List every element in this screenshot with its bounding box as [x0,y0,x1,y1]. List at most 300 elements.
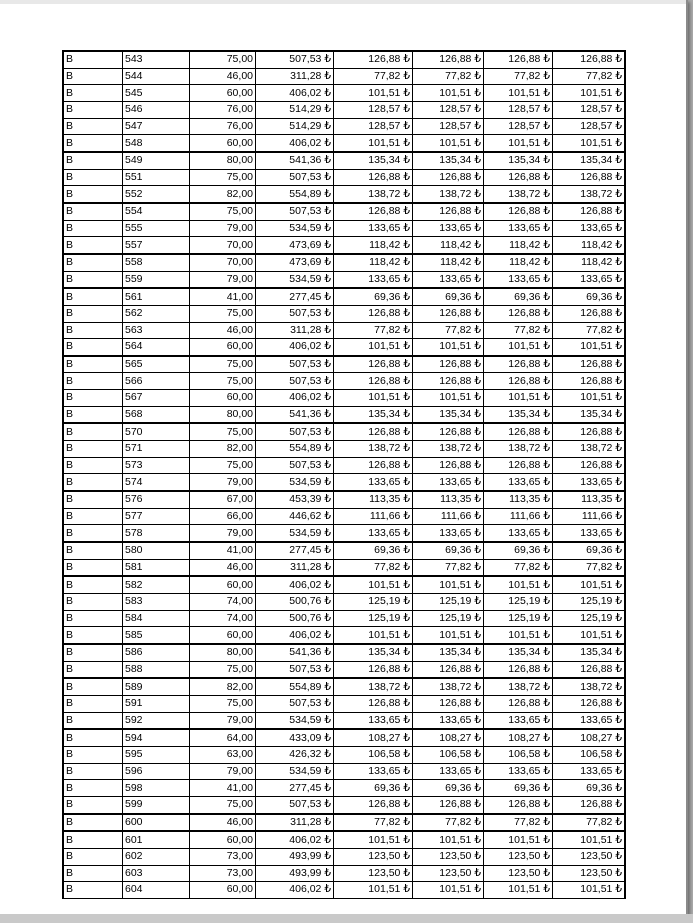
share-cell-1[interactable]: 135,34 ₺ [334,152,413,169]
total-amount-cell[interactable]: 534,59 ₺ [256,712,334,729]
share-cell-1[interactable]: 126,88 ₺ [334,203,413,220]
share-cell-3[interactable]: 126,88 ₺ [484,457,553,474]
area-cell[interactable]: 82,00 [190,441,256,458]
unit-number-cell[interactable]: 559 [123,271,190,288]
share-cell-1[interactable]: 126,88 ₺ [334,373,413,390]
block-cell[interactable]: B [63,288,123,305]
share-cell-4[interactable]: 69,36 ₺ [553,780,626,797]
unit-number-cell[interactable]: 568 [123,406,190,423]
share-cell-4[interactable]: 77,82 ₺ [553,322,626,339]
share-cell-3[interactable]: 123,50 ₺ [484,848,553,865]
area-cell[interactable]: 75,00 [190,695,256,712]
share-cell-1[interactable]: 77,82 ₺ [334,68,413,85]
area-cell[interactable]: 74,00 [190,594,256,611]
share-cell-2[interactable]: 126,88 ₺ [413,356,484,373]
block-cell[interactable]: B [63,627,123,644]
share-cell-4[interactable]: 101,51 ₺ [553,831,626,848]
area-cell[interactable]: 60,00 [190,576,256,593]
share-cell-4[interactable]: 133,65 ₺ [553,271,626,288]
area-cell[interactable]: 75,00 [190,169,256,186]
unit-number-cell[interactable]: 594 [123,729,190,746]
total-amount-cell[interactable]: 534,59 ₺ [256,220,334,237]
share-cell-1[interactable]: 135,34 ₺ [334,406,413,423]
share-cell-2[interactable]: 101,51 ₺ [413,627,484,644]
area-cell[interactable]: 82,00 [190,678,256,695]
share-cell-3[interactable]: 126,88 ₺ [484,661,553,678]
total-amount-cell[interactable]: 493,99 ₺ [256,848,334,865]
share-cell-3[interactable]: 133,65 ₺ [484,220,553,237]
share-cell-1[interactable]: 133,65 ₺ [334,474,413,491]
unit-number-cell[interactable]: 588 [123,661,190,678]
total-amount-cell[interactable]: 453,39 ₺ [256,491,334,508]
block-cell[interactable]: B [63,186,123,203]
area-cell[interactable]: 46,00 [190,814,256,832]
share-cell-2[interactable]: 101,51 ₺ [413,135,484,152]
area-cell[interactable]: 60,00 [190,85,256,102]
total-amount-cell[interactable]: 554,89 ₺ [256,186,334,203]
share-cell-2[interactable]: 69,36 ₺ [413,780,484,797]
total-amount-cell[interactable]: 507,53 ₺ [256,356,334,373]
share-cell-4[interactable]: 101,51 ₺ [553,135,626,152]
area-cell[interactable]: 74,00 [190,610,256,627]
area-cell[interactable]: 75,00 [190,373,256,390]
share-cell-2[interactable]: 106,58 ₺ [413,746,484,763]
share-cell-1[interactable]: 126,88 ₺ [334,796,413,813]
share-cell-2[interactable]: 126,88 ₺ [413,423,484,440]
block-cell[interactable]: B [63,559,123,576]
share-cell-1[interactable]: 118,42 ₺ [334,254,413,271]
share-cell-1[interactable]: 133,65 ₺ [334,763,413,780]
share-cell-4[interactable]: 135,34 ₺ [553,152,626,169]
total-amount-cell[interactable]: 514,29 ₺ [256,118,334,135]
unit-number-cell[interactable]: 580 [123,542,190,559]
total-amount-cell[interactable]: 406,02 ₺ [256,135,334,152]
total-amount-cell[interactable]: 507,53 ₺ [256,661,334,678]
share-cell-2[interactable]: 118,42 ₺ [413,237,484,254]
share-cell-3[interactable]: 126,88 ₺ [484,169,553,186]
unit-number-cell[interactable]: 591 [123,695,190,712]
area-cell[interactable]: 73,00 [190,865,256,882]
share-cell-3[interactable]: 125,19 ₺ [484,594,553,611]
area-cell[interactable]: 75,00 [190,51,256,68]
share-cell-1[interactable]: 133,65 ₺ [334,712,413,729]
share-cell-2[interactable]: 69,36 ₺ [413,288,484,305]
area-cell[interactable]: 46,00 [190,322,256,339]
area-cell[interactable]: 60,00 [190,882,256,899]
share-cell-1[interactable]: 77,82 ₺ [334,559,413,576]
share-cell-3[interactable]: 126,88 ₺ [484,695,553,712]
share-cell-3[interactable]: 113,35 ₺ [484,491,553,508]
share-cell-4[interactable]: 133,65 ₺ [553,220,626,237]
share-cell-4[interactable]: 133,65 ₺ [553,474,626,491]
share-cell-4[interactable]: 138,72 ₺ [553,186,626,203]
block-cell[interactable]: B [63,441,123,458]
share-cell-2[interactable]: 101,51 ₺ [413,882,484,899]
share-cell-2[interactable]: 133,65 ₺ [413,220,484,237]
share-cell-2[interactable]: 128,57 ₺ [413,101,484,118]
total-amount-cell[interactable]: 500,76 ₺ [256,594,334,611]
total-amount-cell[interactable]: 541,36 ₺ [256,644,334,661]
share-cell-4[interactable]: 123,50 ₺ [553,848,626,865]
share-cell-3[interactable]: 135,34 ₺ [484,644,553,661]
unit-number-cell[interactable]: 589 [123,678,190,695]
share-cell-4[interactable]: 77,82 ₺ [553,68,626,85]
total-amount-cell[interactable]: 406,02 ₺ [256,85,334,102]
unit-number-cell[interactable]: 563 [123,322,190,339]
unit-number-cell[interactable]: 573 [123,457,190,474]
share-cell-2[interactable]: 133,65 ₺ [413,271,484,288]
total-amount-cell[interactable]: 406,02 ₺ [256,339,334,356]
share-cell-3[interactable]: 101,51 ₺ [484,576,553,593]
area-cell[interactable]: 66,00 [190,508,256,525]
share-cell-1[interactable]: 77,82 ₺ [334,322,413,339]
area-cell[interactable]: 82,00 [190,186,256,203]
share-cell-2[interactable]: 138,72 ₺ [413,678,484,695]
area-cell[interactable]: 75,00 [190,305,256,322]
area-cell[interactable]: 64,00 [190,729,256,746]
area-cell[interactable]: 63,00 [190,746,256,763]
share-cell-2[interactable]: 126,88 ₺ [413,203,484,220]
share-cell-3[interactable]: 138,72 ₺ [484,186,553,203]
share-cell-1[interactable]: 113,35 ₺ [334,491,413,508]
block-cell[interactable]: B [63,796,123,813]
share-cell-2[interactable]: 128,57 ₺ [413,118,484,135]
share-cell-4[interactable]: 126,88 ₺ [553,203,626,220]
share-cell-2[interactable]: 135,34 ₺ [413,406,484,423]
unit-number-cell[interactable]: 544 [123,68,190,85]
total-amount-cell[interactable]: 507,53 ₺ [256,796,334,813]
total-amount-cell[interactable]: 433,09 ₺ [256,729,334,746]
share-cell-3[interactable]: 69,36 ₺ [484,542,553,559]
share-cell-4[interactable]: 126,88 ₺ [553,661,626,678]
area-cell[interactable]: 60,00 [190,627,256,644]
share-cell-2[interactable]: 118,42 ₺ [413,254,484,271]
unit-number-cell[interactable]: 581 [123,559,190,576]
share-cell-4[interactable]: 126,88 ₺ [553,51,626,68]
share-cell-1[interactable]: 128,57 ₺ [334,101,413,118]
block-cell[interactable]: B [63,865,123,882]
total-amount-cell[interactable]: 426,32 ₺ [256,746,334,763]
share-cell-2[interactable]: 126,88 ₺ [413,796,484,813]
unit-number-cell[interactable]: 604 [123,882,190,899]
total-amount-cell[interactable]: 277,45 ₺ [256,542,334,559]
share-cell-3[interactable]: 133,65 ₺ [484,474,553,491]
share-cell-2[interactable]: 125,19 ₺ [413,594,484,611]
share-cell-1[interactable]: 133,65 ₺ [334,220,413,237]
share-cell-2[interactable]: 138,72 ₺ [413,441,484,458]
share-cell-1[interactable]: 138,72 ₺ [334,186,413,203]
share-cell-3[interactable]: 101,51 ₺ [484,882,553,899]
block-cell[interactable]: B [63,237,123,254]
unit-number-cell[interactable]: 578 [123,525,190,542]
total-amount-cell[interactable]: 541,36 ₺ [256,152,334,169]
share-cell-4[interactable]: 125,19 ₺ [553,594,626,611]
unit-number-cell[interactable]: 602 [123,848,190,865]
share-cell-3[interactable]: 128,57 ₺ [484,101,553,118]
area-cell[interactable]: 60,00 [190,831,256,848]
share-cell-1[interactable]: 133,65 ₺ [334,525,413,542]
share-cell-1[interactable]: 126,88 ₺ [334,356,413,373]
block-cell[interactable]: B [63,525,123,542]
share-cell-3[interactable]: 77,82 ₺ [484,68,553,85]
share-cell-1[interactable]: 101,51 ₺ [334,135,413,152]
share-cell-2[interactable]: 135,34 ₺ [413,644,484,661]
block-cell[interactable]: B [63,135,123,152]
total-amount-cell[interactable]: 473,69 ₺ [256,237,334,254]
share-cell-3[interactable]: 125,19 ₺ [484,610,553,627]
block-cell[interactable]: B [63,594,123,611]
area-cell[interactable]: 80,00 [190,644,256,661]
area-cell[interactable]: 75,00 [190,661,256,678]
share-cell-1[interactable]: 108,27 ₺ [334,729,413,746]
share-cell-2[interactable]: 69,36 ₺ [413,542,484,559]
block-cell[interactable]: B [63,118,123,135]
share-cell-2[interactable]: 133,65 ₺ [413,474,484,491]
block-cell[interactable]: B [63,763,123,780]
share-cell-2[interactable]: 126,88 ₺ [413,661,484,678]
total-amount-cell[interactable]: 446,62 ₺ [256,508,334,525]
block-cell[interactable]: B [63,746,123,763]
unit-number-cell[interactable]: 574 [123,474,190,491]
total-amount-cell[interactable]: 554,89 ₺ [256,441,334,458]
block-cell[interactable]: B [63,661,123,678]
share-cell-2[interactable]: 126,88 ₺ [413,51,484,68]
share-cell-3[interactable]: 118,42 ₺ [484,237,553,254]
unit-number-cell[interactable]: 554 [123,203,190,220]
share-cell-4[interactable]: 101,51 ₺ [553,390,626,407]
block-cell[interactable]: B [63,254,123,271]
area-cell[interactable]: 79,00 [190,712,256,729]
share-cell-4[interactable]: 106,58 ₺ [553,746,626,763]
unit-number-cell[interactable]: 585 [123,627,190,644]
share-cell-1[interactable]: 101,51 ₺ [334,576,413,593]
unit-number-cell[interactable]: 586 [123,644,190,661]
total-amount-cell[interactable]: 507,53 ₺ [256,423,334,440]
total-amount-cell[interactable]: 311,28 ₺ [256,68,334,85]
share-cell-4[interactable]: 125,19 ₺ [553,610,626,627]
share-cell-4[interactable]: 69,36 ₺ [553,288,626,305]
share-cell-1[interactable]: 118,42 ₺ [334,237,413,254]
area-cell[interactable]: 79,00 [190,220,256,237]
unit-number-cell[interactable]: 565 [123,356,190,373]
share-cell-4[interactable]: 108,27 ₺ [553,729,626,746]
block-cell[interactable]: B [63,644,123,661]
share-cell-1[interactable]: 126,88 ₺ [334,661,413,678]
area-cell[interactable]: 73,00 [190,848,256,865]
unit-number-cell[interactable]: 543 [123,51,190,68]
share-cell-4[interactable]: 128,57 ₺ [553,101,626,118]
area-cell[interactable]: 46,00 [190,68,256,85]
block-cell[interactable]: B [63,814,123,832]
unit-number-cell[interactable]: 584 [123,610,190,627]
unit-number-cell[interactable]: 595 [123,746,190,763]
share-cell-4[interactable]: 126,88 ₺ [553,169,626,186]
share-cell-4[interactable]: 126,88 ₺ [553,373,626,390]
block-cell[interactable]: B [63,729,123,746]
share-cell-3[interactable]: 108,27 ₺ [484,729,553,746]
block-cell[interactable]: B [63,203,123,220]
share-cell-1[interactable]: 101,51 ₺ [334,627,413,644]
unit-number-cell[interactable]: 582 [123,576,190,593]
unit-number-cell[interactable]: 576 [123,491,190,508]
share-cell-2[interactable]: 77,82 ₺ [413,814,484,832]
share-cell-3[interactable]: 77,82 ₺ [484,559,553,576]
total-amount-cell[interactable]: 406,02 ₺ [256,390,334,407]
total-amount-cell[interactable]: 406,02 ₺ [256,831,334,848]
total-amount-cell[interactable]: 493,99 ₺ [256,865,334,882]
share-cell-2[interactable]: 108,27 ₺ [413,729,484,746]
share-cell-2[interactable]: 101,51 ₺ [413,339,484,356]
block-cell[interactable]: B [63,305,123,322]
share-cell-4[interactable]: 126,88 ₺ [553,796,626,813]
total-amount-cell[interactable]: 406,02 ₺ [256,576,334,593]
share-cell-4[interactable]: 138,72 ₺ [553,678,626,695]
block-cell[interactable]: B [63,882,123,899]
unit-number-cell[interactable]: 558 [123,254,190,271]
share-cell-2[interactable]: 133,65 ₺ [413,712,484,729]
area-cell[interactable]: 80,00 [190,406,256,423]
area-cell[interactable]: 75,00 [190,796,256,813]
unit-number-cell[interactable]: 570 [123,423,190,440]
share-cell-1[interactable]: 69,36 ₺ [334,780,413,797]
total-amount-cell[interactable]: 311,28 ₺ [256,559,334,576]
area-cell[interactable]: 70,00 [190,237,256,254]
share-cell-1[interactable]: 126,88 ₺ [334,423,413,440]
share-cell-3[interactable]: 126,88 ₺ [484,203,553,220]
unit-number-cell[interactable]: 603 [123,865,190,882]
share-cell-4[interactable]: 69,36 ₺ [553,542,626,559]
total-amount-cell[interactable]: 534,59 ₺ [256,474,334,491]
block-cell[interactable]: B [63,51,123,68]
area-cell[interactable]: 41,00 [190,542,256,559]
share-cell-4[interactable]: 126,88 ₺ [553,305,626,322]
block-cell[interactable]: B [63,271,123,288]
share-cell-2[interactable]: 101,51 ₺ [413,85,484,102]
share-cell-3[interactable]: 69,36 ₺ [484,288,553,305]
area-cell[interactable]: 79,00 [190,474,256,491]
area-cell[interactable]: 75,00 [190,203,256,220]
share-cell-2[interactable]: 126,88 ₺ [413,305,484,322]
unit-number-cell[interactable]: 592 [123,712,190,729]
share-cell-3[interactable]: 126,88 ₺ [484,356,553,373]
share-cell-4[interactable]: 111,66 ₺ [553,508,626,525]
share-cell-3[interactable]: 135,34 ₺ [484,152,553,169]
total-amount-cell[interactable]: 500,76 ₺ [256,610,334,627]
total-amount-cell[interactable]: 554,89 ₺ [256,678,334,695]
unit-number-cell[interactable]: 596 [123,763,190,780]
unit-number-cell[interactable]: 566 [123,373,190,390]
total-amount-cell[interactable]: 507,53 ₺ [256,51,334,68]
share-cell-2[interactable]: 126,88 ₺ [413,373,484,390]
share-cell-4[interactable]: 101,51 ₺ [553,882,626,899]
area-cell[interactable]: 79,00 [190,271,256,288]
share-cell-2[interactable]: 77,82 ₺ [413,68,484,85]
block-cell[interactable]: B [63,576,123,593]
share-cell-3[interactable]: 106,58 ₺ [484,746,553,763]
share-cell-2[interactable]: 101,51 ₺ [413,390,484,407]
block-cell[interactable]: B [63,322,123,339]
area-cell[interactable]: 70,00 [190,254,256,271]
share-cell-3[interactable]: 133,65 ₺ [484,525,553,542]
unit-number-cell[interactable]: 561 [123,288,190,305]
area-cell[interactable]: 41,00 [190,288,256,305]
share-cell-1[interactable]: 125,19 ₺ [334,594,413,611]
total-amount-cell[interactable]: 507,53 ₺ [256,305,334,322]
total-amount-cell[interactable]: 277,45 ₺ [256,288,334,305]
unit-number-cell[interactable]: 551 [123,169,190,186]
share-cell-1[interactable]: 101,51 ₺ [334,882,413,899]
share-cell-4[interactable]: 126,88 ₺ [553,457,626,474]
share-cell-4[interactable]: 118,42 ₺ [553,237,626,254]
unit-number-cell[interactable]: 562 [123,305,190,322]
unit-number-cell[interactable]: 571 [123,441,190,458]
share-cell-3[interactable]: 77,82 ₺ [484,814,553,832]
share-cell-1[interactable]: 123,50 ₺ [334,848,413,865]
share-cell-2[interactable]: 111,66 ₺ [413,508,484,525]
share-cell-1[interactable]: 138,72 ₺ [334,441,413,458]
share-cell-4[interactable]: 128,57 ₺ [553,118,626,135]
unit-number-cell[interactable]: 545 [123,85,190,102]
share-cell-2[interactable]: 77,82 ₺ [413,559,484,576]
total-amount-cell[interactable]: 541,36 ₺ [256,406,334,423]
share-cell-1[interactable]: 77,82 ₺ [334,814,413,832]
area-cell[interactable]: 41,00 [190,780,256,797]
unit-number-cell[interactable]: 599 [123,796,190,813]
share-cell-3[interactable]: 69,36 ₺ [484,780,553,797]
share-cell-3[interactable]: 118,42 ₺ [484,254,553,271]
area-cell[interactable]: 60,00 [190,135,256,152]
area-cell[interactable]: 79,00 [190,525,256,542]
unit-number-cell[interactable]: 564 [123,339,190,356]
block-cell[interactable]: B [63,678,123,695]
block-cell[interactable]: B [63,373,123,390]
share-cell-4[interactable]: 101,51 ₺ [553,576,626,593]
block-cell[interactable]: B [63,712,123,729]
share-cell-3[interactable]: 101,51 ₺ [484,339,553,356]
total-amount-cell[interactable]: 507,53 ₺ [256,203,334,220]
total-amount-cell[interactable]: 534,59 ₺ [256,525,334,542]
share-cell-3[interactable]: 101,51 ₺ [484,390,553,407]
block-cell[interactable]: B [63,610,123,627]
block-cell[interactable]: B [63,542,123,559]
block-cell[interactable]: B [63,848,123,865]
unit-number-cell[interactable]: 601 [123,831,190,848]
share-cell-3[interactable]: 133,65 ₺ [484,712,553,729]
share-cell-4[interactable]: 126,88 ₺ [553,695,626,712]
share-cell-4[interactable]: 113,35 ₺ [553,491,626,508]
total-amount-cell[interactable]: 311,28 ₺ [256,814,334,832]
area-cell[interactable]: 76,00 [190,118,256,135]
area-cell[interactable]: 75,00 [190,457,256,474]
share-cell-2[interactable]: 133,65 ₺ [413,525,484,542]
share-cell-4[interactable]: 126,88 ₺ [553,423,626,440]
share-cell-1[interactable]: 128,57 ₺ [334,118,413,135]
total-amount-cell[interactable]: 534,59 ₺ [256,271,334,288]
share-cell-1[interactable]: 111,66 ₺ [334,508,413,525]
unit-number-cell[interactable]: 546 [123,101,190,118]
area-cell[interactable]: 80,00 [190,152,256,169]
share-cell-3[interactable]: 133,65 ₺ [484,763,553,780]
share-cell-4[interactable]: 77,82 ₺ [553,814,626,832]
block-cell[interactable]: B [63,491,123,508]
block-cell[interactable]: B [63,169,123,186]
share-cell-4[interactable]: 133,65 ₺ [553,763,626,780]
share-cell-4[interactable]: 133,65 ₺ [553,712,626,729]
total-amount-cell[interactable]: 406,02 ₺ [256,882,334,899]
total-amount-cell[interactable]: 311,28 ₺ [256,322,334,339]
unit-number-cell[interactable]: 548 [123,135,190,152]
area-cell[interactable]: 79,00 [190,763,256,780]
